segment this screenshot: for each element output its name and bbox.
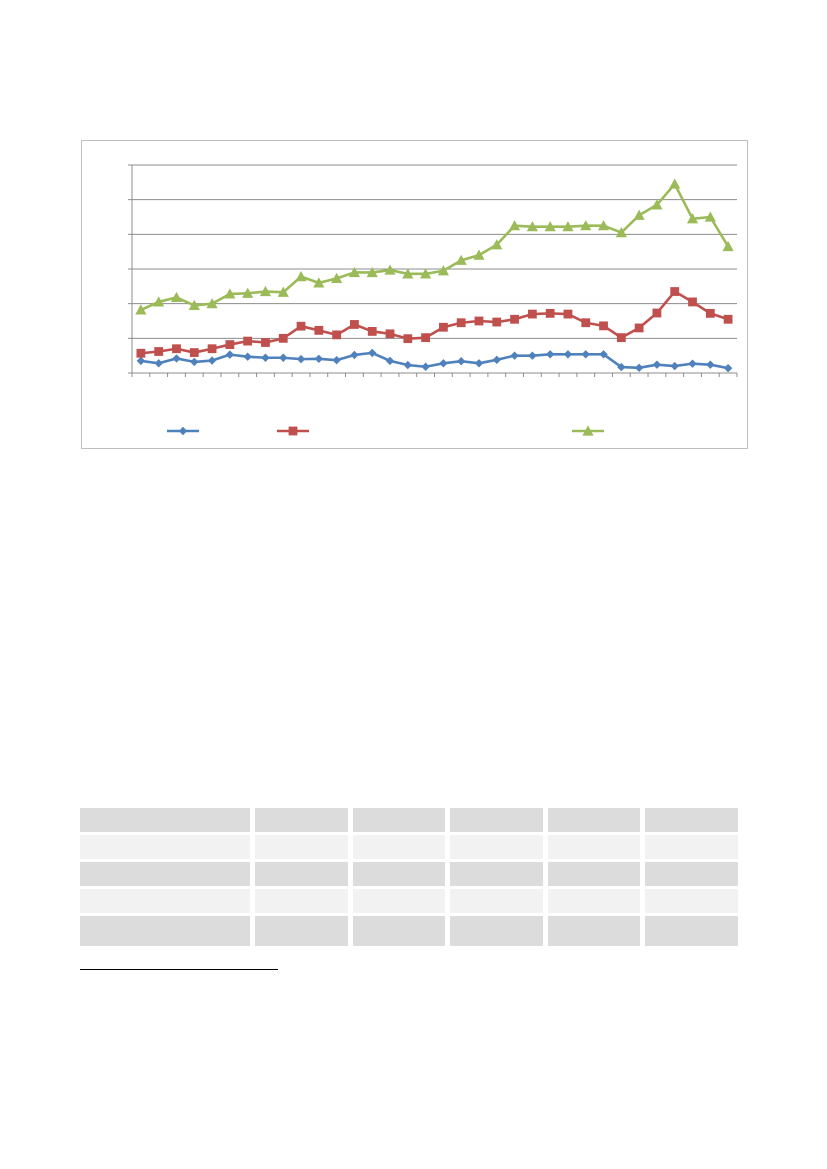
chart-canvas: [82, 141, 747, 448]
table-cell: [255, 808, 348, 832]
table-cell: [548, 835, 641, 859]
row-label-cell: [80, 862, 250, 886]
data-point: [297, 355, 305, 363]
data-point: [243, 353, 251, 361]
data-point: [421, 333, 430, 342]
table-cell: [645, 862, 738, 886]
data-point: [179, 427, 187, 435]
data-point: [350, 320, 359, 329]
data-point: [706, 309, 715, 318]
table-cell: [645, 808, 738, 832]
data-point: [279, 334, 288, 343]
data-point: [315, 355, 323, 363]
data-point: [492, 318, 501, 327]
table-cell: [645, 835, 738, 859]
data-point: [706, 360, 714, 368]
data-point: [581, 318, 590, 327]
data-point: [154, 347, 163, 356]
data-point: [493, 356, 501, 364]
table-cell: [353, 916, 446, 946]
data-point: [314, 326, 323, 335]
table-row: [80, 835, 738, 859]
data-point: [172, 344, 181, 353]
series-3: [135, 178, 733, 314]
data-point: [564, 310, 573, 319]
data-point: [473, 250, 484, 260]
table-row: [80, 808, 738, 832]
data-point: [190, 358, 198, 366]
table-cell: [450, 808, 543, 832]
data-point: [279, 354, 287, 362]
data-point: [510, 351, 518, 359]
data-point: [386, 357, 394, 365]
table-cell: [548, 808, 641, 832]
data-point: [670, 287, 679, 296]
data-point: [297, 322, 306, 331]
data-point: [635, 364, 643, 372]
gridlines: [132, 165, 737, 338]
table-cell: [255, 889, 348, 913]
data-point: [564, 350, 572, 358]
data-point: [457, 357, 465, 365]
series-lines: [135, 178, 733, 372]
data-point: [226, 350, 234, 358]
table-cell: [255, 835, 348, 859]
row-label-cell: [80, 835, 250, 859]
data-point: [171, 292, 182, 302]
data-point: [172, 354, 180, 362]
data-point: [136, 349, 145, 358]
row-label-cell: [80, 916, 250, 946]
series-1: [137, 349, 733, 373]
data-point: [225, 340, 234, 349]
table-cell: [450, 889, 543, 913]
table-cell: [645, 916, 738, 946]
data-point: [350, 351, 358, 359]
data-point: [403, 334, 412, 343]
data-point: [154, 359, 162, 367]
data-point: [332, 330, 341, 339]
table-cell: [450, 835, 543, 859]
table-cell: [645, 889, 738, 913]
table-cell: [548, 862, 641, 886]
data-point: [190, 348, 199, 357]
data-point: [528, 351, 536, 359]
data-point: [688, 359, 696, 367]
data-point: [368, 349, 376, 357]
data-point: [475, 317, 484, 326]
row-label-cell: [80, 808, 250, 832]
table-cell: [255, 862, 348, 886]
data-point: [332, 356, 340, 364]
data-point: [439, 323, 448, 332]
table-row: [80, 889, 738, 913]
table-row: [80, 916, 738, 946]
table-cell: [353, 862, 446, 886]
data-point: [617, 333, 626, 342]
data-point: [669, 178, 680, 188]
table-cell: [353, 889, 446, 913]
legend: [167, 425, 604, 435]
data-point: [368, 327, 377, 336]
data-point: [404, 361, 412, 369]
table-cell: [450, 916, 543, 946]
table-cell: [255, 916, 348, 946]
table-cell: [548, 916, 641, 946]
data-point: [208, 356, 216, 364]
data-point: [137, 357, 145, 365]
legend-entry: [167, 427, 199, 435]
table-row: [80, 862, 738, 886]
data-point: [653, 309, 662, 318]
data-point: [671, 362, 679, 370]
axes: [128, 165, 737, 377]
data-point: [208, 344, 217, 353]
data-point: [634, 210, 645, 220]
footnote-separator: [80, 969, 278, 970]
data-point: [546, 350, 554, 358]
table-cell: [548, 889, 641, 913]
data-point: [295, 271, 306, 281]
table-cell: [353, 808, 446, 832]
data-point: [243, 337, 252, 346]
data-point: [386, 329, 395, 338]
data-point: [599, 321, 608, 330]
data-point: [439, 359, 447, 367]
data-point: [546, 309, 555, 318]
data-table: [75, 808, 743, 946]
data-point: [724, 364, 732, 372]
data-point: [582, 350, 590, 358]
legend-entry: [572, 425, 604, 435]
data-point: [457, 318, 466, 327]
data-point: [261, 338, 270, 347]
table-cell: [353, 835, 446, 859]
data-point: [510, 315, 519, 324]
data-point: [289, 427, 298, 436]
data-point: [653, 360, 661, 368]
table-cell: [450, 862, 543, 886]
row-label-cell: [80, 889, 250, 913]
data-point: [528, 310, 537, 319]
line-chart: [81, 140, 748, 449]
data-point: [421, 363, 429, 371]
data-point: [635, 324, 644, 333]
legend-entry: [277, 427, 309, 436]
data-point: [724, 315, 733, 324]
data-point: [475, 359, 483, 367]
data-point: [261, 354, 269, 362]
data-point: [688, 298, 697, 307]
